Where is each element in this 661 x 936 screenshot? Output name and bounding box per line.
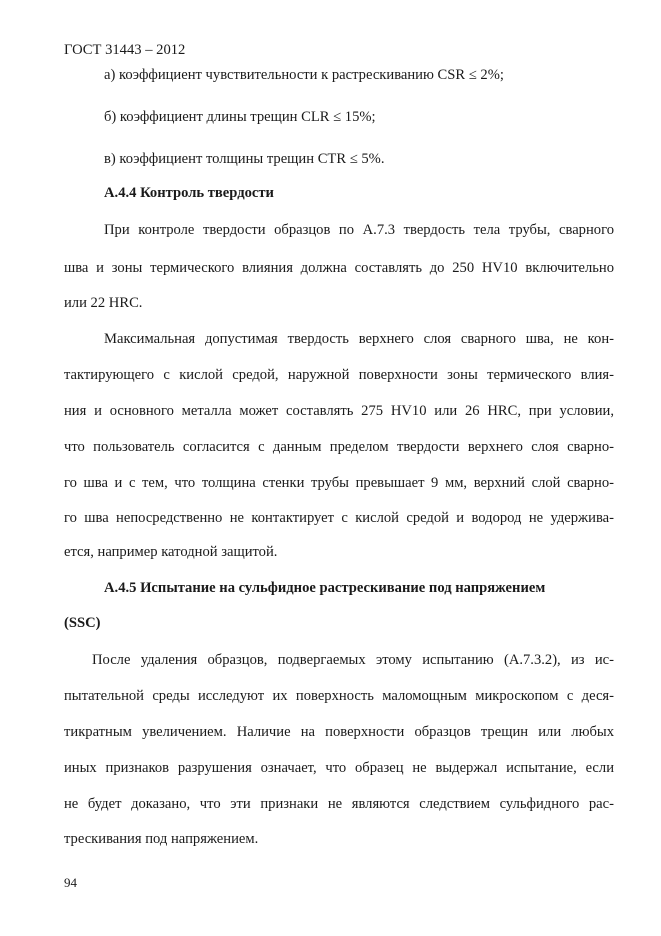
paragraph-line: го шва непосредственно не контактирует с кислой средой и водород не удержива-: [64, 510, 614, 526]
section-heading-a45: А.4.5 Испытание на сульфидное растрескивание под напряжением: [104, 580, 546, 596]
paragraph-line: тактирующего с кислой средой, наружной поверхности зоны термического влия-: [64, 367, 614, 383]
section-heading-a44: А.4.4 Контроль твердости: [104, 185, 274, 201]
paragraph-line: ния и основного металла может составлять 275 HV10 или 26 HRC, при условии,: [64, 403, 614, 419]
page-number: 94: [64, 875, 77, 890]
document-header: ГОСТ 31443 – 2012: [64, 42, 186, 58]
paragraph-line: Максимальная допустимая твердость верхнего слоя сварного шва, не кон-: [104, 331, 614, 347]
list-item-b: б) коэффициент длины трещин CLR ≤ 15%;: [104, 109, 376, 125]
paragraph-line: иных признаков разрушения означает, что образец не выдержал испытание, если: [64, 760, 614, 776]
paragraph-line: После удаления образцов, подвергаемых этому испытанию (А.7.3.2), из ис-: [92, 652, 614, 668]
list-item-a: а) коэффициент чувствительности к растрескиванию CSR ≤ 2%;: [104, 67, 504, 83]
paragraph-line: шва и зоны термического влияния должна составлять до 250 HV10 включительно: [64, 260, 614, 276]
paragraph-line: го шва и с тем, что толщина стенки трубы превышает 9 мм, верхний слой сварно-: [64, 475, 614, 491]
paragraph-line: ется, например катодной защитой.: [64, 544, 278, 560]
paragraph-line: пытательной среды исследуют их поверхность маломощным микроскопом с деся-: [64, 688, 614, 704]
list-item-c: в) коэффициент толщины трещин CTR ≤ 5%.: [104, 151, 385, 167]
paragraph-line: При контроле твердости образцов по А.7.3 твердость тела трубы, сварного: [104, 222, 614, 238]
paragraph-line: или 22 HRC.: [64, 295, 143, 311]
paragraph-line: что пользователь согласится с данным пределом твердости верхнего слоя сварно-: [64, 439, 614, 455]
paragraph-line: трескивания под напряжением.: [64, 831, 259, 847]
section-heading-a45-cont: (SSC): [64, 615, 101, 631]
paragraph-line: не будет доказано, что эти признаки не являются следствием сульфидного рас-: [64, 796, 614, 812]
paragraph-line: тикратным увеличением. Наличие на поверхности образцов трещин или любых: [64, 724, 614, 740]
